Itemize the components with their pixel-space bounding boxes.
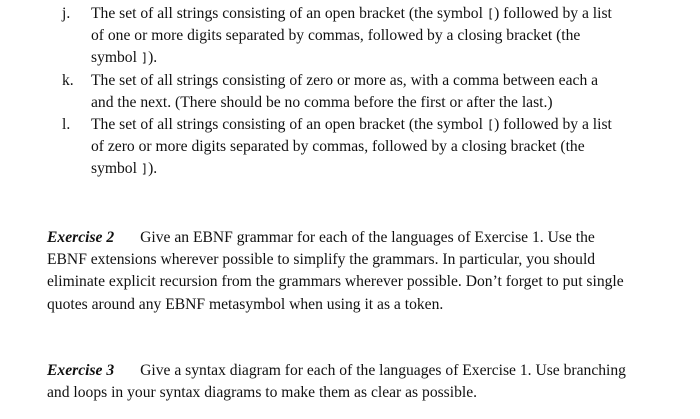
exercise-3 — [47, 360, 632, 404]
exercise-text: Give a syntax diagram for each of the languages of Exercise 1. Use branching and loops in your syntax diagrams to make them as clear as possible. — [47, 362, 626, 402]
list-item-letter: l. — [62, 116, 71, 134]
exercise-title: Exercise 2 — [47, 229, 115, 246]
list-item-text: The set of all strings consisting of zero or more as, with a comma between each a and the next. (There should be no comma before the first or after the last.) — [91, 71, 599, 111]
list-item-text: The set of all strings consisting of an open bracket (the symbol [) followed by a list of zero or more digits separated by commas, followed by a closing bracket (the symbol ]). — [91, 116, 612, 178]
close-bracket-symbol: ] — [140, 51, 149, 66]
list-item-j — [0, 3, 621, 70]
exercise-2 — [47, 227, 632, 316]
list-item-text: The set of all strings consisting of an open bracket (the symbol [) followed by a list of one or more digits separated by commas, followed by a closing bracket (the symbol ]). — [91, 5, 612, 67]
open-bracket-symbol: [ — [486, 7, 495, 21]
exercise-text: Give an EBNF grammar for each of the languages of Exercise 1. Use the EBNF extensions wherever possible to simplify the grammars. In particular, you should eliminate explicit recursion from the grammars wherever possible. Don’t forget to put single quotes around any EBNF metasymbol when using it as a token. — [47, 229, 624, 313]
list-item-l — [0, 114, 621, 181]
exercise-title: Exercise 3 — [47, 362, 115, 379]
list-item-letter: j. — [62, 5, 71, 22]
close-bracket-symbol: ] — [140, 162, 149, 177]
list-item-letter: k. — [62, 71, 74, 89]
list-item-k — [0, 70, 621, 114]
open-bracket-symbol: [ — [486, 118, 495, 133]
exercise-1-list — [0, 3, 700, 181]
